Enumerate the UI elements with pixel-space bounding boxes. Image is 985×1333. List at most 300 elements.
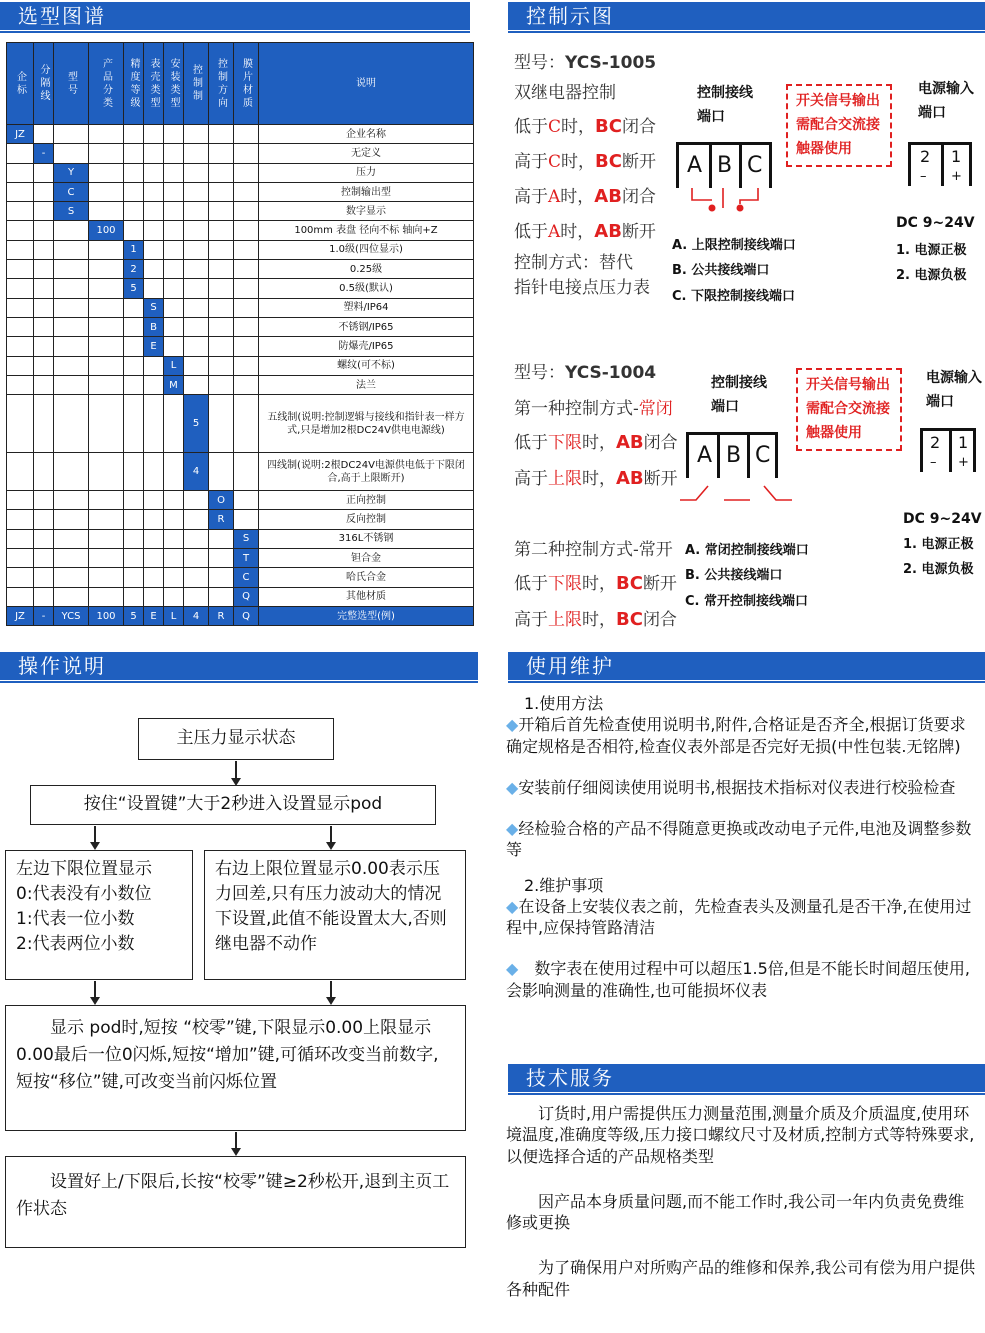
table-cell: [144, 510, 164, 529]
maintenance-text: [506, 693, 980, 1021]
table-cell: [7, 549, 34, 568]
table-cell: [209, 453, 234, 491]
table-cell: [7, 279, 34, 298]
table-cell: [7, 587, 34, 606]
table-cell: [89, 240, 124, 259]
table-cell: [209, 375, 234, 394]
ctrl2-dc-range: DC 9~24V: [903, 511, 982, 527]
control-rule-line: 低于下限时，AB闭合: [514, 432, 678, 453]
table-cell: [54, 491, 89, 510]
table-cell: [209, 182, 234, 201]
table-desc-cell: 防爆壳/IP65: [259, 337, 474, 356]
section-header-operation: 操作说明: [0, 652, 478, 680]
ctrl1-terminal-a: A: [687, 153, 703, 178]
table-row: [7, 453, 474, 491]
table-desc-cell: 0.5级(默认): [259, 279, 474, 298]
table-cell: [34, 182, 54, 201]
table-cell: [209, 279, 234, 298]
table-cell: [54, 587, 89, 606]
table-cell: [34, 491, 54, 510]
table-cell: [144, 453, 164, 491]
table-cell: [124, 356, 144, 375]
table-cell: [7, 395, 34, 453]
table-cell: [184, 240, 209, 259]
table-row: [7, 298, 474, 317]
ctrl2-terminal-c: C: [755, 443, 771, 468]
table-cell: [34, 375, 54, 394]
table-desc-cell: 控制输出型: [259, 182, 474, 201]
table-cell: [124, 587, 144, 606]
table-example-cell: 5: [124, 606, 144, 625]
ctrl1-power-legend-2: 2. 电源负极: [896, 268, 967, 284]
table-cell: [209, 240, 234, 259]
ctrl2-legend-a: A. 常闭控制接线端口: [685, 543, 809, 558]
flow-enter-settings: 按住“设置键”大于2秒进入设置显示pod: [30, 785, 436, 825]
table-cell: [34, 240, 54, 259]
table-cell: [164, 163, 184, 182]
flow-arrow: [94, 826, 96, 848]
table-desc-cell: 数字显示: [259, 202, 474, 221]
table-cell: [34, 453, 54, 491]
table-cell: [89, 279, 124, 298]
ctrl1-power-block: [908, 142, 972, 186]
table-cell: [234, 510, 259, 529]
ctrl2-power-legend-2: 2. 电源负极: [903, 562, 974, 578]
flow-arrow: [235, 761, 237, 784]
service-para: 为了确保用户对所购产品的维修和保养,我公司有偿为用户提供各种配件: [506, 1258, 976, 1299]
table-cell: [89, 260, 124, 279]
table-desc-cell: 钽合金: [259, 549, 474, 568]
table-cell: [184, 529, 209, 548]
table-example-cell: JZ: [7, 606, 34, 625]
table-cell: [234, 260, 259, 279]
table-row: [7, 125, 474, 144]
table-cell: [34, 356, 54, 375]
table-cell: [124, 453, 144, 491]
table-cell: [7, 317, 34, 336]
table-row: [7, 356, 474, 375]
table-cell: L: [164, 356, 184, 375]
ctrl1-power-legend-1: 1. 电源正极: [896, 243, 967, 258]
table-cell: [7, 356, 34, 375]
table-cell: [89, 337, 124, 356]
table-cell: [144, 395, 164, 453]
control-rule-line: 低于下限时，BC断开: [514, 573, 677, 594]
control-rule-line: 低于C时，BC闭合: [514, 116, 656, 137]
table-cell: [144, 144, 164, 163]
ctrl1-mode-line1: 控制方式：替代: [514, 253, 633, 273]
table-header-cell: 安装类型: [164, 43, 184, 125]
table-desc-cell: 1.0级(四位显示): [259, 240, 474, 259]
control-rule-line: 高于C时，BC断开: [514, 151, 656, 172]
table-cell: [164, 491, 184, 510]
maintenance-care-heading: 2.维护事项: [524, 875, 604, 895]
table-cell: [54, 144, 89, 163]
ctrl1-relay-symbol: [680, 186, 770, 216]
table-cell: [54, 221, 89, 240]
table-row: [7, 317, 474, 336]
ctrl1-model: 型号：YCS-1005: [514, 53, 657, 73]
table-cell: [54, 395, 89, 453]
table-cell: [209, 529, 234, 548]
table-cell: [164, 337, 184, 356]
table-row: [7, 182, 474, 201]
table-cell: 4: [184, 453, 209, 491]
table-row: [7, 279, 474, 298]
ctrl2-power-1: 1: [958, 433, 969, 452]
maintenance-usage-heading: 1.使用方法: [524, 694, 604, 713]
table-cell: [34, 125, 54, 144]
table-cell: R: [209, 510, 234, 529]
table-cell: [124, 375, 144, 394]
table-desc-cell: 其他材质: [259, 587, 474, 606]
flow-pod-instructions: 显示 pod时,短按 “校零”键,下限显示0.00上限显示 0.00最后一位0闪烁,短按“增加”键,可循环改变当前数字,短按“移位”键,可改变当前闪烁位置: [5, 1005, 466, 1131]
table-cell: JZ: [7, 125, 34, 144]
table-cell: [234, 182, 259, 201]
table-cell: [144, 529, 164, 548]
table-cell: [164, 317, 184, 336]
table-cell: S: [144, 298, 164, 317]
table-cell: [34, 568, 54, 587]
flow-arrow: [330, 826, 332, 848]
table-cell: [234, 240, 259, 259]
table-example-desc: 完整选型(例): [259, 606, 474, 625]
table-desc-cell: 正向控制: [259, 491, 474, 510]
table-cell: [124, 221, 144, 240]
table-cell: [184, 568, 209, 587]
table-row: [7, 144, 474, 163]
ctrl1-port-label: 控制接线端口: [697, 85, 753, 125]
table-cell: [7, 202, 34, 221]
table-cell: Q: [234, 587, 259, 606]
table-cell: 5: [184, 395, 209, 453]
table-cell: [144, 491, 164, 510]
table-cell: [164, 240, 184, 259]
table-cell: [184, 202, 209, 221]
table-desc-cell: 企业名称: [259, 125, 474, 144]
table-cell: [209, 568, 234, 587]
table-header-cell: 控制方向: [209, 43, 234, 125]
ctrl2-power-label: 电源输入端口: [926, 370, 982, 410]
table-row: [7, 260, 474, 279]
ctrl2-switch-symbol: [676, 478, 796, 506]
selection-table: [6, 42, 474, 626]
table-cell: [144, 240, 164, 259]
table-cell: [54, 510, 89, 529]
ctrl1-power-label: 电源输入端口: [918, 81, 974, 121]
table-cell: [124, 491, 144, 510]
table-cell: C: [54, 182, 89, 201]
table-cell: [124, 182, 144, 201]
flow-arrow: [235, 1132, 237, 1154]
table-cell: [144, 279, 164, 298]
table-cell: [209, 260, 234, 279]
table-cell: [209, 356, 234, 375]
table-cell: [7, 240, 34, 259]
ctrl2-power-legend: [903, 532, 974, 583]
table-cell: [164, 279, 184, 298]
table-cell: [144, 125, 164, 144]
table-cell: [34, 510, 54, 529]
table-cell: [54, 260, 89, 279]
table-cell: [34, 529, 54, 548]
table-cell: [164, 395, 184, 453]
ctrl2-terminal-b: B: [726, 443, 742, 468]
ctrl1-legend-b: B. 公共接线端口: [672, 263, 770, 279]
table-cell: [164, 144, 184, 163]
table-row: [7, 568, 474, 587]
table-cell: 2: [124, 260, 144, 279]
ctrl2-legend: [685, 538, 809, 614]
table-cell: [34, 587, 54, 606]
table-cell: M: [164, 375, 184, 394]
table-cell: [144, 587, 164, 606]
table-cell: [234, 202, 259, 221]
table-cell: [234, 221, 259, 240]
table-cell: [209, 395, 234, 453]
table-row: [7, 549, 474, 568]
table-row: [7, 240, 474, 259]
table-cell: [89, 395, 124, 453]
table-cell: [164, 529, 184, 548]
ctrl1-title: 双继电器控制: [514, 83, 616, 103]
table-cell: [164, 298, 184, 317]
ctrl1-legend-a: A. 上限控制接线端口: [672, 238, 796, 253]
table-cell: O: [209, 491, 234, 510]
table-desc-cell: 反向控制: [259, 510, 474, 529]
table-header-cell: 说明: [259, 43, 474, 125]
section-header-selection: 选型图谱: [0, 2, 470, 30]
table-cell: [164, 549, 184, 568]
ctrl1-note: 开关信号输出需配合交流接触器使用: [786, 84, 892, 167]
table-row: [7, 202, 474, 221]
table-example-cell: R: [209, 606, 234, 625]
flow-main-display: 主压力显示状态: [138, 718, 334, 760]
table-desc-cell: 哈氏合金: [259, 568, 474, 587]
table-cell: [184, 298, 209, 317]
table-desc-cell: 螺纹(可不标): [259, 356, 474, 375]
ctrl1-power-plus: +: [951, 169, 962, 184]
ctrl2-mode-b: 第二种控制方式-常开: [514, 540, 673, 560]
table-cell: [234, 491, 259, 510]
maintenance-para: ◆安装前仔细阅读使用说明书,根据技术指标对仪表进行校验检查: [506, 777, 956, 797]
table-cell: [89, 453, 124, 491]
table-cell: [144, 260, 164, 279]
table-desc-cell: 法兰: [259, 375, 474, 394]
table-cell: [54, 298, 89, 317]
table-cell: S: [54, 202, 89, 221]
ctrl2-legend-c: C. 常开控制接线端口: [685, 593, 809, 609]
ctrl1-mode-line2: 指针电接点压力表: [514, 278, 650, 298]
table-cell: [209, 587, 234, 606]
table-cell: [144, 568, 164, 587]
table-example-cell: YCS: [54, 606, 89, 625]
table-cell: [144, 163, 164, 182]
table-cell: [234, 395, 259, 453]
table-cell: [184, 125, 209, 144]
table-cell: [234, 337, 259, 356]
table-cell: [124, 144, 144, 163]
table-cell: [54, 568, 89, 587]
table-cell: [124, 298, 144, 317]
table-cell: [89, 125, 124, 144]
table-cell: [89, 317, 124, 336]
table-cell: [54, 337, 89, 356]
table-cell: [234, 356, 259, 375]
ctrl1-power-2: 2: [920, 147, 931, 166]
ctrl2-legend-b: B. 公共接线端口: [685, 568, 783, 584]
table-cell: [164, 202, 184, 221]
table-header-cell: 分隔线: [34, 43, 54, 125]
table-cell: [184, 163, 209, 182]
table-cell: [164, 453, 184, 491]
table-cell: [209, 144, 234, 163]
table-cell: [234, 375, 259, 394]
table-cell: [209, 221, 234, 240]
table-cell: [184, 317, 209, 336]
table-cell: [184, 182, 209, 201]
table-header-cell: 表壳类型: [144, 43, 164, 125]
table-cell: [89, 375, 124, 394]
table-cell: [164, 510, 184, 529]
table-desc-cell: 无定义: [259, 144, 474, 163]
table-cell: [209, 298, 234, 317]
table-cell: [184, 279, 209, 298]
table-cell: [184, 375, 209, 394]
flow-upper-limit: 右边上限位置显示0.00表示压力回差,只有压力波动大的情况下设置,此值不能设置太大,否则继电器不动作: [204, 850, 466, 980]
table-row: [7, 491, 474, 510]
table-cell: [124, 125, 144, 144]
table-cell: [7, 337, 34, 356]
table-cell: 1: [124, 240, 144, 259]
table-desc-cell: 316L不锈钢: [259, 529, 474, 548]
table-cell: [7, 182, 34, 201]
table-header-cell: 膜片材质: [234, 43, 259, 125]
table-cell: [7, 144, 34, 163]
table-cell: [54, 240, 89, 259]
table-cell: [124, 529, 144, 548]
table-cell: [234, 298, 259, 317]
flow-arrow: [94, 981, 96, 1003]
ctrl1-legend: [672, 233, 796, 309]
table-cell: [54, 317, 89, 336]
table-row: [7, 163, 474, 182]
table-desc-cell: 0.25级: [259, 260, 474, 279]
table-cell: [54, 549, 89, 568]
table-cell: [7, 453, 34, 491]
ctrl1-power-minus: –: [920, 169, 927, 184]
service-para: 订货时,用户需提供压力测量范围,测量介质及介质温度,使用环境温度,准确度等级,压力接口螺纹尺寸及材质,控制方式等特殊要求,以便选择合适的产品规格类型: [506, 1104, 975, 1166]
table-row: [7, 337, 474, 356]
section-header-service: 技术服务: [508, 1064, 985, 1092]
table-cell: [54, 529, 89, 548]
table-row: [7, 395, 474, 453]
table-example-cell: L: [164, 606, 184, 625]
table-cell: [34, 279, 54, 298]
table-cell: -: [34, 144, 54, 163]
ctrl2-power-2: 2: [930, 433, 941, 452]
table-example-cell: -: [34, 606, 54, 625]
table-cell: [144, 375, 164, 394]
table-cell: [164, 568, 184, 587]
control-rule-line: 低于A时，AB断开: [514, 221, 656, 242]
table-cell: [7, 491, 34, 510]
table-cell: [34, 221, 54, 240]
table-row: [7, 529, 474, 548]
table-cell: [209, 549, 234, 568]
table-header-cell: 企标: [7, 43, 34, 125]
section-header-control: 控制示图: [508, 2, 985, 30]
table-cell: [7, 510, 34, 529]
table-cell: [124, 337, 144, 356]
table-header-cell: 控制制: [184, 43, 209, 125]
table-cell: [144, 221, 164, 240]
section-header-maintenance: 使用维护: [508, 652, 985, 680]
table-cell: 5: [124, 279, 144, 298]
table-cell: [234, 163, 259, 182]
table-cell: [34, 163, 54, 182]
table-row: [7, 221, 474, 240]
table-cell: [7, 375, 34, 394]
table-cell: [34, 260, 54, 279]
ctrl1-power-legend: [896, 238, 967, 289]
table-cell: [164, 260, 184, 279]
table-cell: [89, 587, 124, 606]
table-desc-cell: 塑料/IP64: [259, 298, 474, 317]
table-cell: [89, 510, 124, 529]
table-cell: [89, 568, 124, 587]
table-row: [7, 510, 474, 529]
table-cell: [89, 182, 124, 201]
table-cell: B: [144, 317, 164, 336]
table-cell: [164, 125, 184, 144]
table-cell: [234, 317, 259, 336]
ctrl2-power-minus: –: [930, 455, 937, 470]
table-cell: [124, 568, 144, 587]
table-cell: [89, 491, 124, 510]
table-cell: [184, 549, 209, 568]
table-cell: [209, 125, 234, 144]
maintenance-para: ◆开箱后首先检查使用说明书,附件,合格证是否齐全,根据订货要求确定规格是否相符,检查仪表外部是否完好无损(中性包装.无铭牌): [506, 715, 966, 756]
table-cell: [234, 144, 259, 163]
table-cell: [209, 163, 234, 182]
table-cell: [184, 510, 209, 529]
table-cell: [184, 260, 209, 279]
table-cell: [89, 163, 124, 182]
ctrl2-terminal-a: A: [697, 443, 713, 468]
table-cell: 100: [89, 221, 124, 240]
ctrl2-model: 型号：YCS-1004: [514, 363, 657, 383]
table-cell: [54, 375, 89, 394]
table-cell: [34, 337, 54, 356]
table-cell: [184, 144, 209, 163]
table-cell: [34, 549, 54, 568]
maintenance-para: ◆ 数字表在使用过程中可以超压1.5倍,但是不能长时间超压使用,会影响测量的准确性,也可能损坏仪表: [506, 959, 970, 1000]
table-cell: [144, 202, 164, 221]
ctrl2-power-block: [920, 428, 976, 472]
ctrl2-power-legend-1: 1. 电源正极: [903, 537, 974, 552]
table-example-cell: E: [144, 606, 164, 625]
table-cell: [124, 549, 144, 568]
table-cell: [7, 298, 34, 317]
table-cell: T: [234, 549, 259, 568]
table-desc-cell: 不锈钢/IP65: [259, 317, 474, 336]
table-row: [7, 587, 474, 606]
table-desc-cell: 四线制(说明:2根DC24V电源供电低于下限闭合,高于上限断开): [259, 453, 474, 491]
table-cell: [184, 587, 209, 606]
ctrl1-terminal-c: C: [747, 153, 763, 178]
table-cell: [144, 356, 164, 375]
